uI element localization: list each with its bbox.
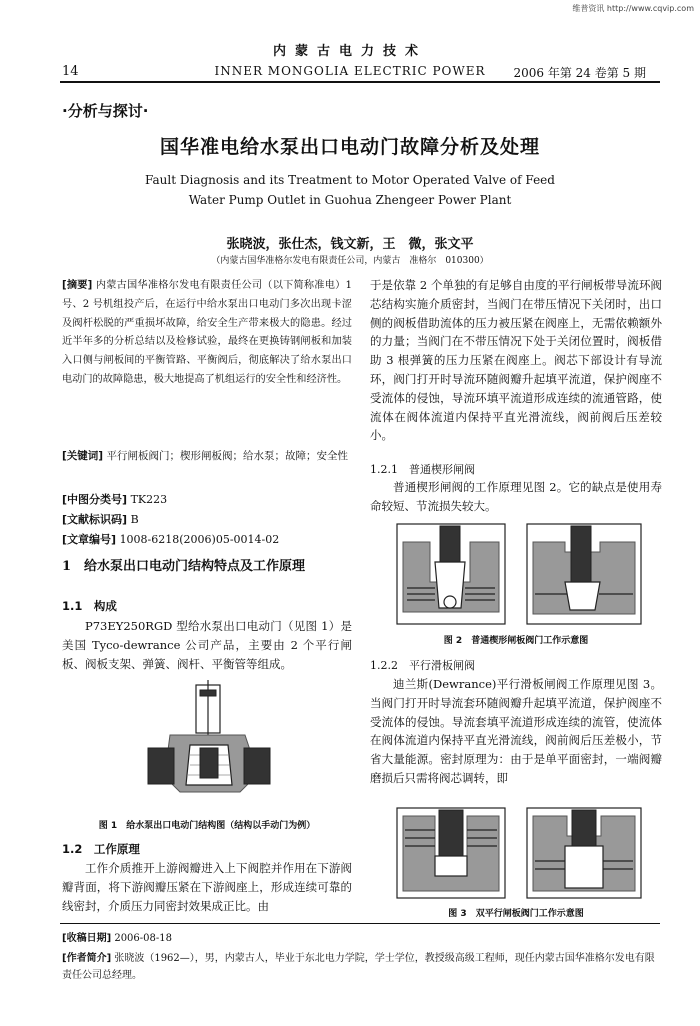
right-column-para1: 于是依靠 2 个单独的有足够自由度的平行闸板带导流环阀芯结构实施介质密封，当阀门在带压情况下关闭时，出口侧的阀板借助流体的压力被压紧在阀座上，无需依赖额外的力量；当阀门在不带压情况下处于关闭位置时，阀板借助 3 根弹簧的压力压紧在阀座上。阀芯下部设计有导流环，阀门打开时导流环随阀瓣升起填平流道，保护阀座不受流体的侵蚀，导流环填平流道形成连续的流通管路，使流体在阀体流道内保持平直光滑流线，阀前阀后压差较小。 <box>370 278 662 443</box>
affiliation: （内蒙古国华准格尔发电有限责任公司，内蒙古 准格尔 010300） <box>211 256 489 266</box>
section-1-2-1-text: 普通楔形闸阀的工作原理见图 2。它的缺点是使用寿命较短、节流损失较大。 <box>370 480 662 513</box>
watermark: 维普资讯 http://www.cqvip.com <box>572 4 694 13</box>
keywords <box>62 447 352 466</box>
abstract <box>62 277 352 390</box>
section-label: ·分析与探讨· <box>62 102 149 120</box>
article-number-value: 1008-6218(2006)05-0014-02 <box>119 533 280 546</box>
doc-code-label: [文献标识码] <box>62 513 128 526</box>
article-title-cn: 国华准电给水泵出口电动门故障分析及处理 <box>159 136 540 158</box>
section-1-2-heading: 1.2 工作原理 <box>62 842 140 856</box>
figure-3-parallel-valve-drawing <box>395 806 645 902</box>
article-number <box>62 531 279 547</box>
author-bio <box>62 950 662 984</box>
received-value: 2006-08-18 <box>114 933 172 944</box>
authors: 张晓波，张仕杰，钱文新，王 微，张文平 <box>226 237 474 252</box>
clc <box>62 491 167 507</box>
footer-rule <box>60 923 660 924</box>
clc-label: [中图分类号] <box>62 493 128 506</box>
article-title-en <box>0 170 700 210</box>
section-1-1-text: P73EY250RGD 型给水泵出口电动门（见图 1）是美国 Tyco-dewrance 公司产品，主要由 2 个平行闸板、阀板支架、弹簧、阀杆、平衡管等组成。 <box>62 619 352 671</box>
journal-name-cn: 内蒙古电力技术 <box>272 44 427 59</box>
header-rule <box>60 81 660 83</box>
figure-1-caption: 图 1 给水泵出口电动门结构图（结构以手动门为例） <box>98 821 316 831</box>
figure-3-right-panel <box>527 808 641 898</box>
received-date <box>62 930 662 947</box>
figure-2-wedge-valve-drawing <box>395 522 645 627</box>
author-bio-label: [作者简介] <box>62 953 112 964</box>
section-1-2-2-text: 迪兰斯(Dewrance)平行滑板闸阀工作原理见图 3。当阀门打开时导流套环随阀瓣升起填平流道，保护阀座不受流体的侵蚀。导流套填平流道形成连续的流管，使流体在阀体流道内保持平直光滑流线，阀前阀后压差极小，节省大量能源。密封原理为：由于是单平面密封，一端阀瓣磨损后只需将阀芯调转，即 <box>370 677 662 785</box>
author-bio-text: 张晓波（1962—），男，内蒙古人，毕业于东北电力学院，学士学位，教授级高级工程师，现任内蒙古国华准格尔发电有限责任公司总经理。 <box>62 953 655 981</box>
doc-code <box>62 511 139 527</box>
figure-3-left-panel <box>397 808 505 898</box>
issue-info: 2006 年第 24 卷第 5 期 <box>513 66 646 80</box>
abstract-label: [摘要] <box>62 280 93 291</box>
section-1-heading: 1 给水泵出口电动门结构特点及工作原理 <box>62 559 306 574</box>
section-1-2-2-heading: 1.2.2 平行滑板闸阀 <box>370 659 475 672</box>
article-number-label: [文章编号] <box>62 533 117 546</box>
received-label: [收稿日期] <box>62 933 112 944</box>
keywords-text: 平行闸板阀门；楔形闸板阀；给水泵；故障；安全性 <box>106 450 348 462</box>
section-1-1-heading: 1.1 构成 <box>62 599 117 613</box>
title-en-line2: Water Pump Outlet in Guohua Zhengeer Power Plant <box>188 193 512 207</box>
doc-code-value: B <box>130 513 139 526</box>
figure-1-valve-drawing <box>140 680 280 810</box>
title-en-line1: Fault Diagnosis and its Treatment to Motor Operated Valve of Feed <box>145 173 555 187</box>
figure-2-left-panel <box>397 524 505 624</box>
figure-2-caption: 图 2 普通楔形闸板阀门工作示意图 <box>443 636 589 646</box>
abstract-text: 内蒙古国华准格尔发电有限责任公司（以下简称准电）1 号、2 号机组投产后，在运行中给水泵出口电动门多次出现卡涩及阀杆松脱的严重损坏故障，给安全生产带来极大的隐患。经过近半年多的分析总结以及检修试验，最终在更换铸钢闸板和加装入口侧与闸板间的平衡管路、平衡阀后，彻底解决了给水泵出口电动门的故障隐患，极大地提高了机组运行的安全性和经济性。 <box>62 280 353 385</box>
figure-2-right-panel <box>527 524 641 624</box>
journal-name-en: INNER MONGOLIA ELECTRIC POWER <box>214 64 486 78</box>
section-1-2-1-heading: 1.2.1 普通楔形闸阀 <box>370 463 475 476</box>
clc-value: TK223 <box>130 493 168 506</box>
section-1-2-text: 工作介质推开上游阀瓣进入上下阀腔并作用在下游阀瓣背面，将下游阀瓣压紧在下游阀座上，形成连续可靠的线密封，介质压力同密封效果成正比。由 <box>62 861 352 913</box>
figure-3-caption: 图 3 双平行闸板阀门工作示意图 <box>448 909 584 919</box>
keywords-label: [关键词] <box>62 450 104 462</box>
page-number: 14 <box>62 64 79 79</box>
